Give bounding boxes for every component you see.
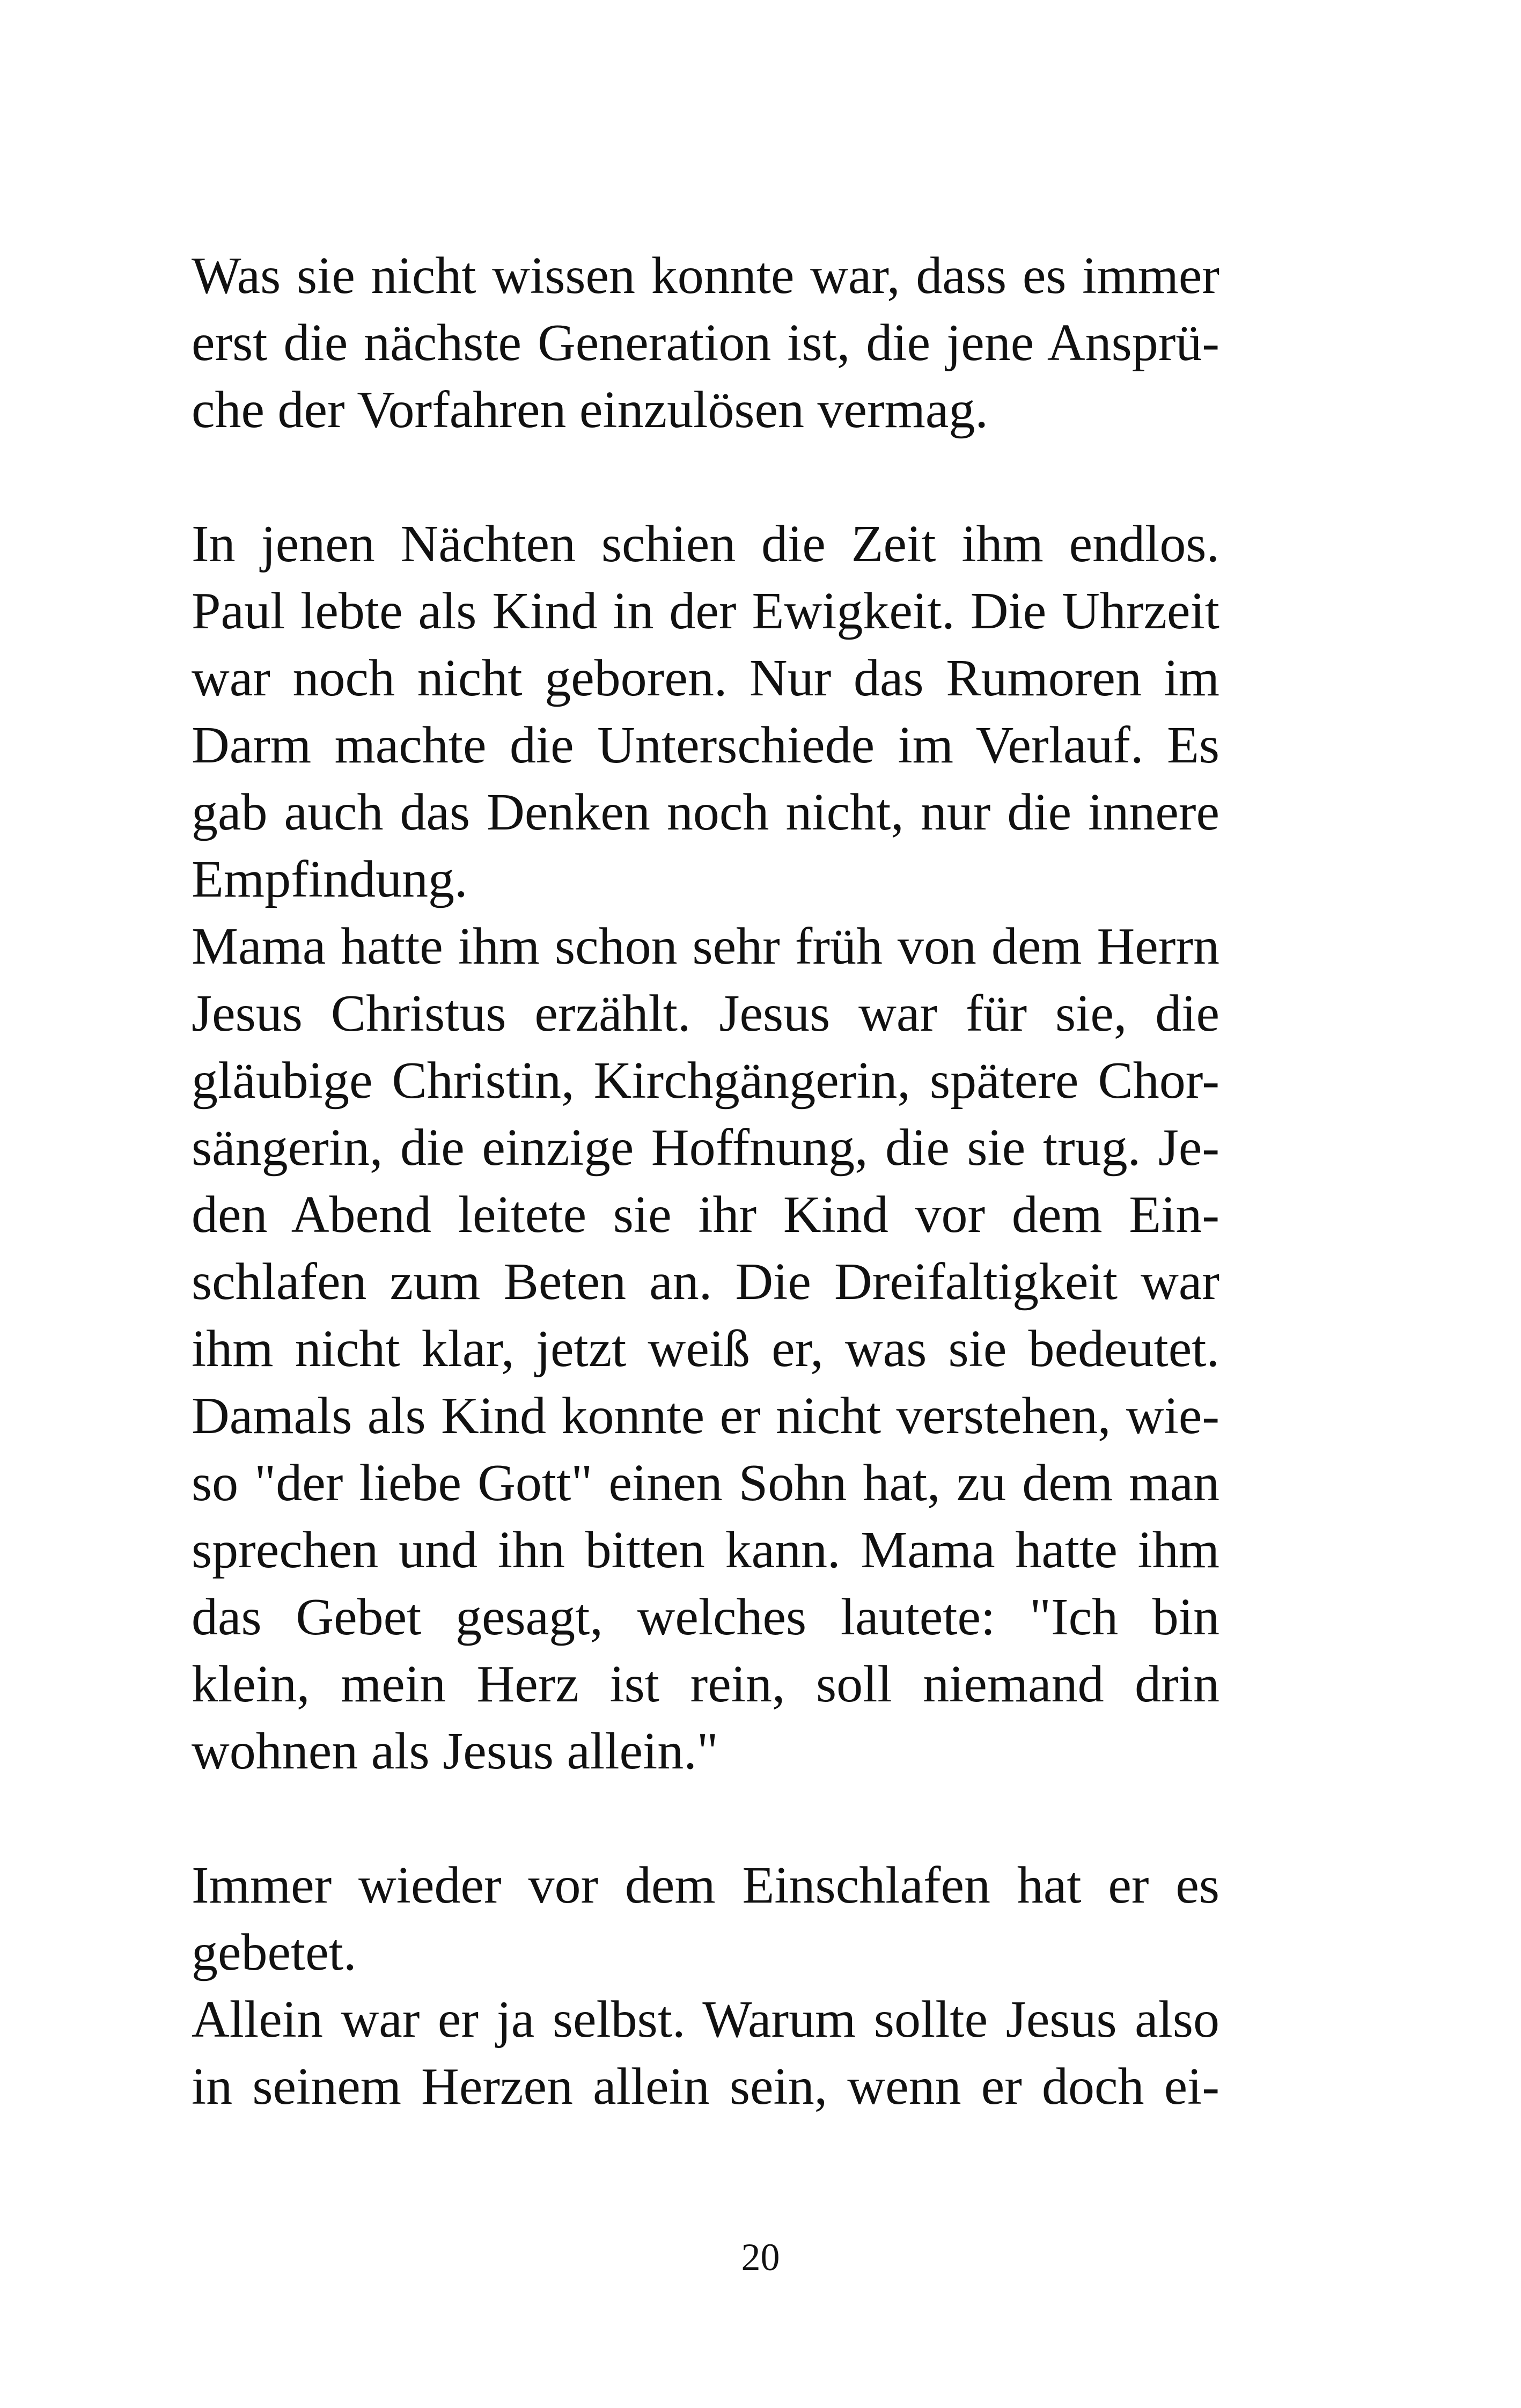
page-number: 20: [741, 2236, 780, 2279]
text-line: erst die nächste Generation ist, die jene Ansprü-: [192, 314, 1219, 372]
text-line: den Abend leitete sie ihr Kind vor dem Ein-: [192, 1186, 1219, 1244]
text-line: Immer wieder vor dem Einschlafen hat er es: [192, 1856, 1219, 1914]
text-line: in seinem Herzen allein sein, wenn er doch ei-: [192, 2058, 1219, 2116]
paragraph: [192, 1852, 1219, 1986]
text-line: klein, mein Herz ist rein, soll niemand drin: [192, 1655, 1219, 1713]
paragraph: [192, 243, 1219, 444]
text-line: das Gebet gesagt, welches lautete: "Ich bin: [192, 1588, 1219, 1646]
text-line: ihm nicht klar, jetzt weiß er, was sie bedeutet.: [192, 1320, 1219, 1378]
text-line: gab auch das Denken noch nicht, nur die innere: [192, 783, 1219, 841]
text-line: schlafen zum Beten an. Die Dreifaltigkeit war: [192, 1253, 1219, 1311]
text-line: Jesus Christus erzählt. Jesus war für sie, die: [192, 985, 1219, 1043]
text-line: wohnen als Jesus allein.": [192, 1722, 718, 1780]
text-line: Was sie nicht wissen konnte war, dass es immer: [192, 247, 1219, 305]
text-line: che der Vorfahren einzulösen vermag.: [192, 381, 988, 439]
text-line: Allein war er ja selbst. Warum sollte Jesus also: [192, 1991, 1219, 2049]
text-line: Damals als Kind konnte er nicht verstehen, wie-: [192, 1387, 1219, 1445]
text-line: gläubige Christin, Kirchgängerin, spätere Chor-: [192, 1052, 1219, 1110]
text-line: Darm machte die Unterschiede im Verlauf. Es: [192, 716, 1219, 774]
text-line: Paul lebte als Kind in der Ewigkeit. Die Uhrzeit: [192, 582, 1219, 640]
paragraph-gap: [192, 1785, 1219, 1852]
text-line: sängerin, die einzige Hoffnung, die sie trug. Je-: [192, 1119, 1219, 1177]
text-line: so "der liebe Gott" einen Sohn hat, zu dem man: [192, 1454, 1219, 1512]
page-body-text: [192, 243, 1219, 2120]
text-line: sprechen und ihn bitten kann. Mama hatte ihm: [192, 1521, 1219, 1579]
text-line: gebetet.: [192, 1924, 357, 1981]
text-line: Empfindung.: [192, 850, 468, 908]
text-line: war noch nicht geboren. Nur das Rumoren im: [192, 649, 1219, 707]
paragraph: [192, 913, 1219, 1785]
paragraph-gap: [192, 444, 1219, 511]
paragraph: [192, 1986, 1219, 2120]
text-line: In jenen Nächten schien die Zeit ihm endlos.: [192, 515, 1219, 573]
text-line: Mama hatte ihm schon sehr früh von dem Herrn: [192, 917, 1219, 975]
paragraph: [192, 511, 1219, 913]
